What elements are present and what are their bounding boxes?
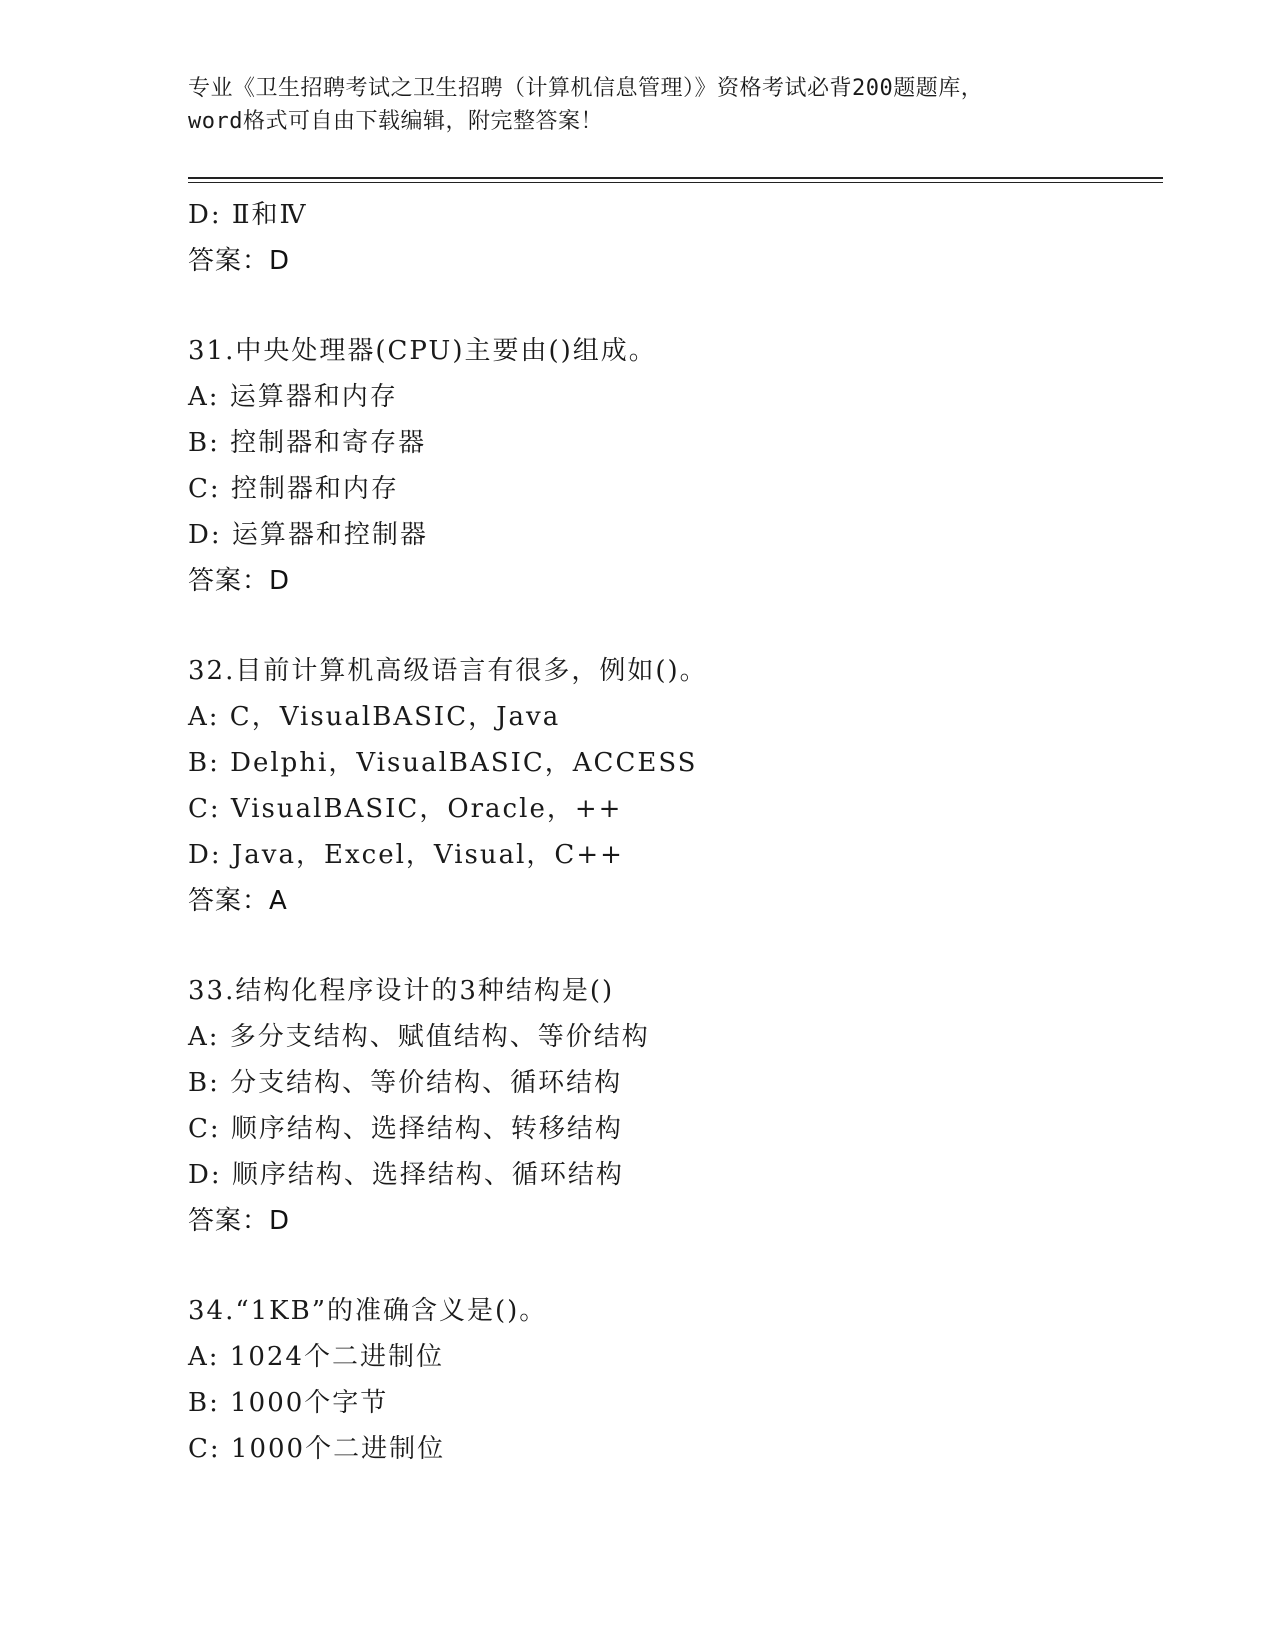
previous-question-tail xyxy=(188,192,1148,284)
option-d: D: Ⅱ和Ⅳ xyxy=(188,200,308,230)
question-32 xyxy=(188,648,1148,924)
header-divider-thin xyxy=(188,182,1163,183)
answer-line: 答案：A xyxy=(188,886,288,916)
option-c: C: 控制器和内存 xyxy=(188,474,399,504)
question-stem: 31.中央处理器(CPU)主要由()组成。 xyxy=(188,336,657,366)
question-33 xyxy=(188,968,1148,1244)
question-31 xyxy=(188,328,1148,604)
answer-line: 答案：D xyxy=(188,566,291,596)
option-a: A: 1024个二进制位 xyxy=(188,1342,444,1372)
option-d: D: Java，Excel，Visual，C++ xyxy=(188,840,624,870)
option-a: A: 多分支结构、赋值结构、等价结构 xyxy=(188,1022,650,1052)
question-list xyxy=(188,192,1148,1472)
answer-line: 答案：D xyxy=(188,246,291,276)
option-a: A: 运算器和内存 xyxy=(188,382,398,412)
question-34 xyxy=(188,1288,1148,1472)
spacer xyxy=(188,924,1148,968)
question-stem: 33.结构化程序设计的3种结构是() xyxy=(188,976,615,1006)
header-title-line-2: word格式可自由下载编辑，附完整答案！ xyxy=(188,109,603,134)
option-d: D: 运算器和控制器 xyxy=(188,520,428,550)
spacer xyxy=(188,284,1148,328)
spacer xyxy=(188,1244,1148,1288)
question-stem: 32.目前计算机高级语言有很多，例如()。 xyxy=(188,656,708,686)
question-stem: 34.“1KB”的准确含义是()。 xyxy=(188,1296,548,1326)
option-d: D: 顺序结构、选择结构、循环结构 xyxy=(188,1160,624,1190)
header-title-line-1: 专业《卫生招聘考试之卫生招聘（计算机信息管理）》资格考试必背200题题库， xyxy=(188,76,984,101)
header-divider-thick xyxy=(188,177,1163,179)
option-c: C: VisualBASIC，Oracle，++ xyxy=(188,794,623,824)
answer-line: 答案：D xyxy=(188,1206,291,1236)
option-b: B: 分支结构、等价结构、循环结构 xyxy=(188,1068,623,1098)
option-a: A: C，VisualBASIC，Java xyxy=(188,702,561,732)
option-c: C: 顺序结构、选择结构、转移结构 xyxy=(188,1114,623,1144)
option-b: B: Delphi，VisualBASIC，ACCESS xyxy=(188,748,698,778)
spacer xyxy=(188,604,1148,648)
option-c: C: 1000个二进制位 xyxy=(188,1434,446,1464)
document-header xyxy=(188,72,1088,138)
option-b: B: 1000个字节 xyxy=(188,1388,389,1418)
option-b: B: 控制器和寄存器 xyxy=(188,428,427,458)
